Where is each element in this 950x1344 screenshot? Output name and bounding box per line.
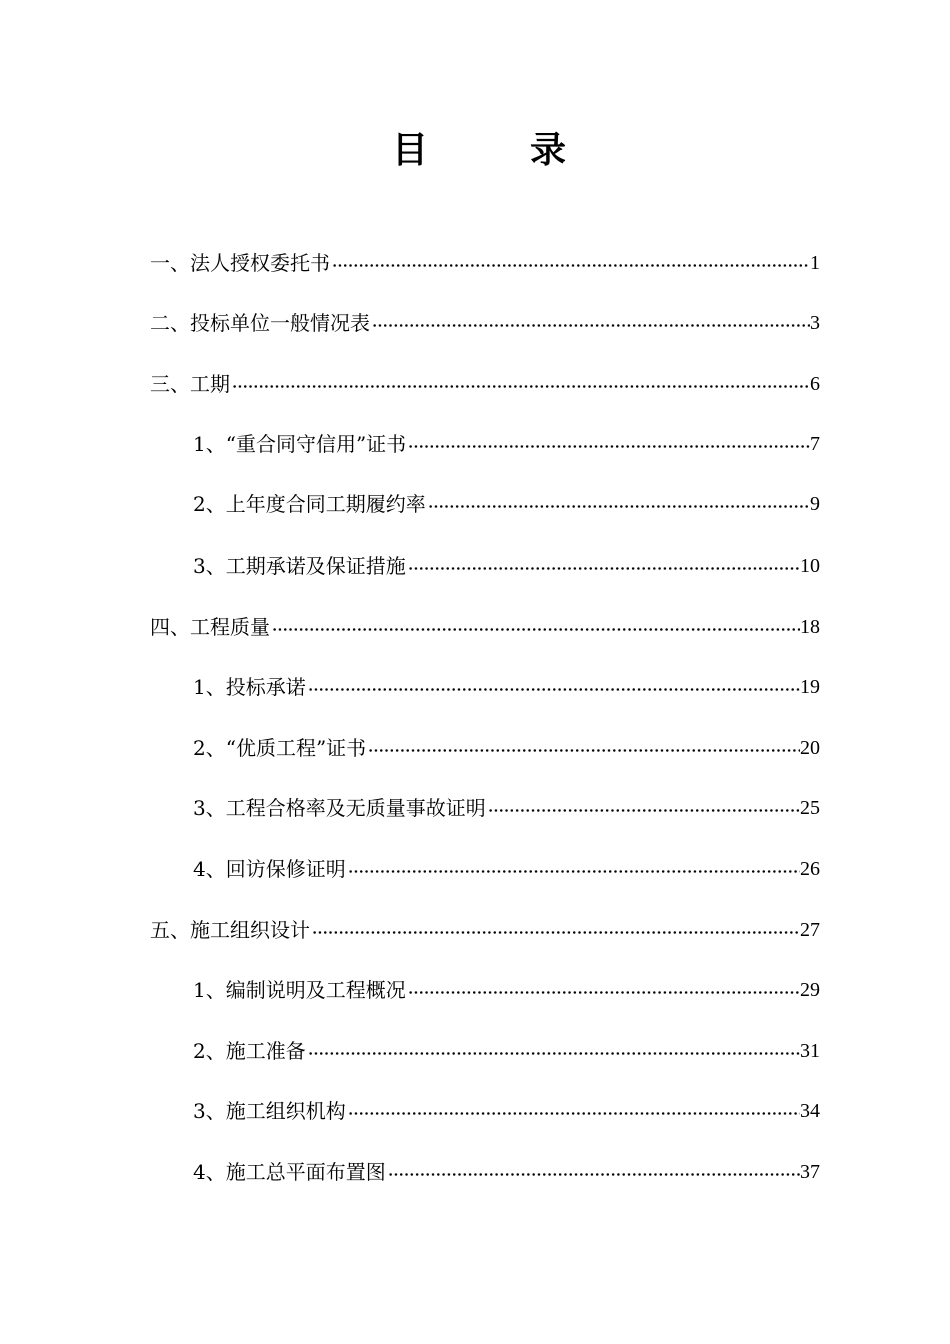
toc-entry[interactable]	[150, 368, 820, 400]
toc-entry[interactable]	[193, 671, 820, 703]
toc-entry[interactable]	[193, 732, 820, 764]
toc-entry-label: 2、“优质工程”证书	[193, 736, 367, 760]
toc-entry-label: 3、工程合格率及无质量事故证明	[193, 796, 486, 820]
toc-dot-leader	[486, 792, 800, 824]
title-char-2: 录	[530, 129, 567, 171]
toc-entry-label: 2、施工准备	[193, 1039, 306, 1063]
toc-entry[interactable]	[193, 1035, 820, 1067]
toc-entry-label: 二、投标单位一般情况表	[150, 311, 370, 335]
toc-dot-leader	[346, 1095, 800, 1127]
toc-page-number: 37	[800, 1161, 820, 1183]
toc-entry-label: 1、“重合同守信用”证书	[193, 432, 407, 456]
toc-entry-label: 3、工期承诺及保证措施	[193, 554, 406, 578]
toc-dot-leader	[230, 368, 810, 400]
toc-dot-leader	[370, 307, 810, 339]
toc-dot-leader	[310, 914, 800, 946]
toc-entry-label: 3、施工组织机构	[193, 1099, 346, 1123]
toc-entry[interactable]	[150, 914, 820, 946]
toc-page-number: 29	[800, 979, 820, 1001]
toc-entry[interactable]	[193, 550, 820, 582]
toc-dot-leader	[346, 853, 800, 885]
toc-entry-label: 四、工程质量	[150, 615, 270, 639]
toc-page-number: 9	[810, 493, 820, 515]
toc-entry-label: 4、施工总平面布置图	[193, 1160, 386, 1184]
toc-entry[interactable]	[193, 1156, 820, 1188]
toc-entry-label: 2、上年度合同工期履约率	[193, 492, 426, 516]
toc-entry-label: 4、回访保修证明	[193, 857, 346, 881]
toc-page-number: 6	[810, 373, 820, 395]
toc-entry-label: 1、编制说明及工程概况	[193, 978, 406, 1002]
toc-dot-leader	[426, 488, 810, 520]
toc-page-number: 19	[800, 676, 820, 698]
toc-page-number: 10	[800, 555, 820, 577]
toc-page-number: 25	[800, 797, 820, 819]
toc-page-number: 1	[810, 252, 820, 274]
toc-entry[interactable]	[193, 792, 820, 824]
toc-page-number: 27	[800, 919, 820, 941]
toc-entry[interactable]	[150, 247, 820, 279]
toc-dot-leader	[366, 732, 800, 764]
toc-page-number: 20	[800, 737, 820, 759]
toc-page-number: 26	[800, 858, 820, 880]
toc-entry[interactable]	[193, 853, 820, 885]
toc-page-number: 7	[810, 433, 820, 455]
toc-entry[interactable]	[193, 974, 820, 1006]
toc-dot-leader	[306, 671, 800, 703]
toc-dot-leader	[406, 550, 800, 582]
toc-entry[interactable]	[193, 428, 820, 460]
toc-entry[interactable]	[193, 488, 820, 520]
toc-page-number: 18	[800, 616, 820, 638]
toc-entry[interactable]	[150, 611, 820, 643]
toc-dot-leader	[406, 428, 810, 460]
toc-page-number: 3	[810, 312, 820, 334]
toc-dot-leader	[270, 611, 800, 643]
toc-page-number: 31	[800, 1040, 820, 1062]
toc-dot-leader	[406, 974, 800, 1006]
toc-entry-label: 五、施工组织设计	[150, 918, 310, 942]
toc-entry-label: 三、工期	[150, 372, 230, 396]
title-char-1: 目	[392, 129, 429, 171]
toc-entry-label: 1、投标承诺	[193, 675, 306, 699]
toc-dot-leader	[306, 1035, 800, 1067]
toc-entry[interactable]	[193, 1095, 820, 1127]
toc-entry-label: 一、法人授权委托书	[150, 251, 330, 275]
toc-entry[interactable]	[150, 307, 820, 339]
toc-dot-leader	[330, 247, 810, 279]
toc-dot-leader	[386, 1156, 800, 1188]
toc-page-number: 34	[800, 1100, 820, 1122]
